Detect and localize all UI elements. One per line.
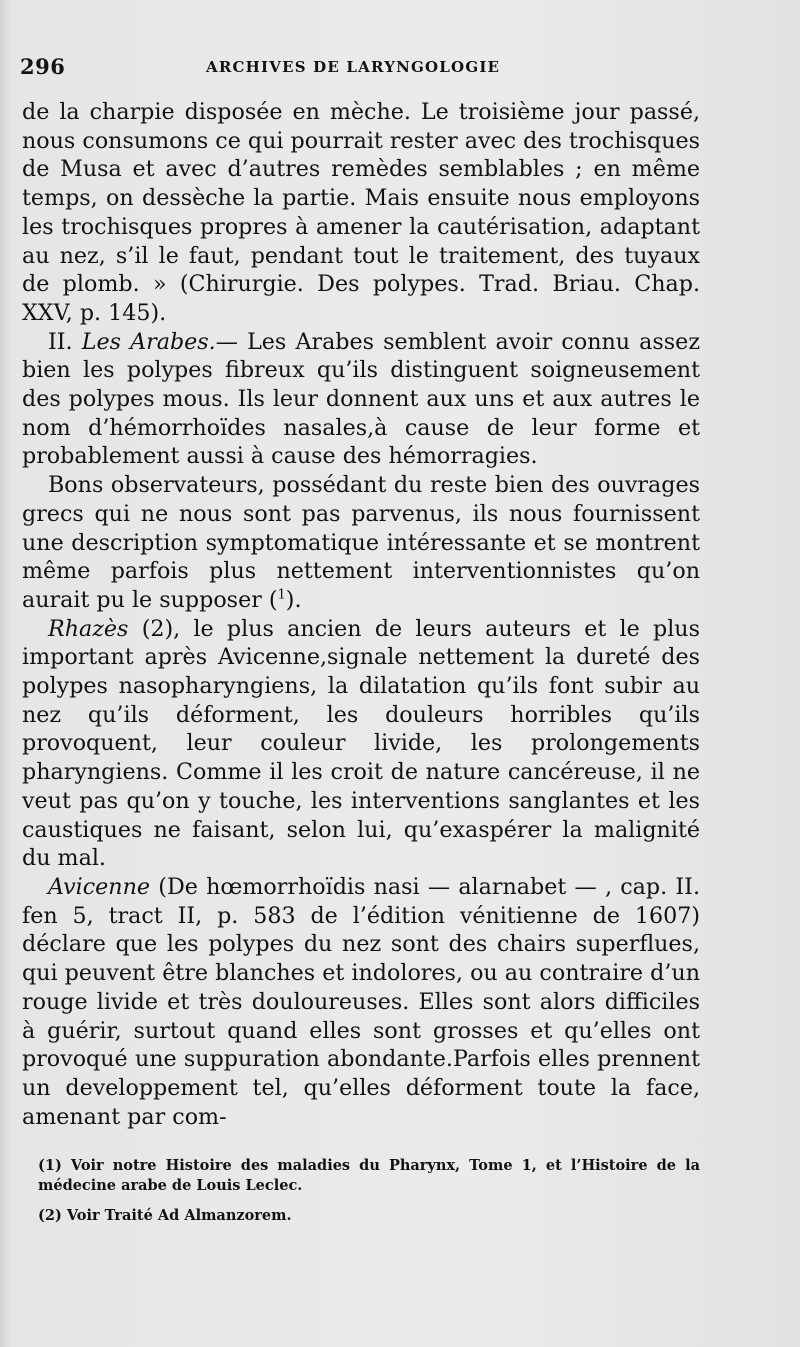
paragraph-2 bbox=[22, 328, 700, 472]
paragraph-3 bbox=[22, 471, 700, 615]
paragraph-2-text: — Les Arabes semblent avoir connu assez bien les polypes fibreux qu’ils distinguent soigneusement des polypes mous. Ils leur donnent aux uns et aux autres le nom d’hémorrhoïdes nasales,à cause de leur forme et probablement aussi à cause des hémorragies. bbox=[22, 328, 701, 470]
paragraph-5-text: (De hœmorrhoïdis nasi — alarnabet — , cap. II. fen 5, tract II, p. 583 de l’édition vénitienne de 1607) déclare que les polypes du nez sont des chairs superflues, qui peuvent être blanches et indolores, ou au contraire d’un rouge livide et très douloureuses. Elles sont alors difficiles à guérir, surtout quand elles sont grosses et qu’elles ont provoqué une suppuration abondante.Parfois elles prennent un developpement tel, qu’elles déforment toute la face, amenant par com- bbox=[22, 873, 700, 1130]
page-header bbox=[20, 54, 710, 84]
paragraph-4-text: , le plus ancien de leurs auteurs et le plus important après Avicenne,signale nettement la dureté des polypes nasopharyngiens, la dilatation qu’ils font subir au nez qu’ils déforment, les douleurs horribles qu’ils provoquent, leur couleur livide, les prolongements pharyngiens. Comme il les croit de nature cancéreuse, il ne veut pas qu’on y touche, les interventions sanglantes et les caustiques ne faisant, selon lui, qu’exaspérer la malignité du mal. bbox=[22, 615, 700, 872]
author-rhazes: Rhazès bbox=[48, 615, 129, 642]
paragraph-1: de la charpie disposée en mèche. Le troisième jour passé, nous consumons ce qui pourrait rester avec des trochisques de Musa et avec d’autres remèdes semblables ; en même temps, on dessèche la partie. Mais ensuite nous employons les trochisques propres à amener la cautérisation, adaptant au nez, s’il le faut, pendant tout le traitement, des tuyaux de plomb. » (Chirurgie. Des polypes. Trad. Briau. Chap. XXV, p. 145). bbox=[22, 99, 700, 326]
footnote-2: (2) Voir Traité Ad Almanzorem. bbox=[38, 1207, 292, 1224]
footnote-1: (1) Voir notre Histoire des maladies du Pharynx, Tome 1, et l’Histoire de la médecine arabe de Louis Leclec. bbox=[38, 1157, 700, 1194]
paragraph-4 bbox=[22, 615, 700, 873]
author-avicenne: Avicenne bbox=[48, 873, 151, 900]
section-number: II. bbox=[48, 328, 73, 355]
section-title: Les Arabes. bbox=[81, 328, 216, 355]
paragraph-3-end: ). bbox=[285, 586, 302, 613]
page-number: 296 bbox=[20, 54, 66, 79]
body-text bbox=[22, 98, 700, 1131]
running-head: ARCHIVES DE LARYNGOLOGIE bbox=[206, 58, 501, 76]
footnote-ref-1: 1 bbox=[277, 587, 286, 603]
paragraph-3-text: Bons observateurs, possédant du reste bien des ouvrages grecs qui ne nous sont pas parvenus, ils nous fournissent une description symptomatique intéressante et se montrent même parfois plus nettement interventionnistes qu’on aurait pu le supposer ( bbox=[22, 472, 700, 613]
paragraph-5 bbox=[22, 873, 700, 1131]
footnotes bbox=[38, 1156, 700, 1226]
footnote-ref-2: (2) bbox=[141, 615, 174, 642]
